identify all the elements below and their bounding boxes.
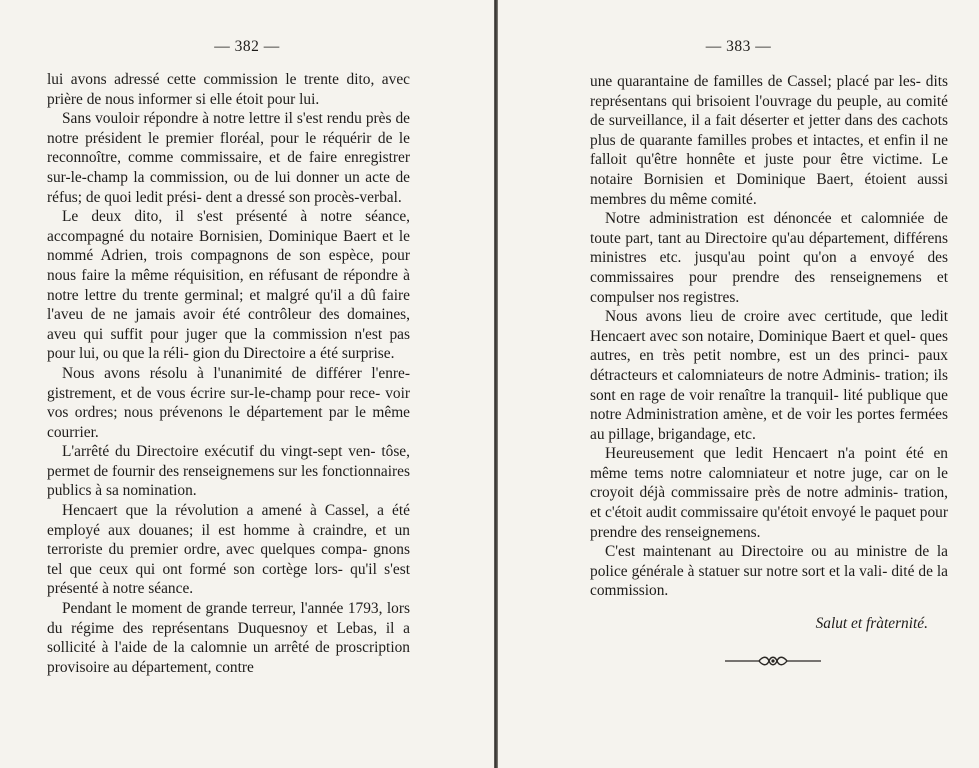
ornament-icon [725,654,821,668]
page-body [47,70,410,677]
paragraph: Nous avons résolu à l'unanimité de différer l'enre- gistrement, et de vous écrire sur-le-champ pour rece- voir vos ordres; nous prévenons le département par le même courrier. [47,364,410,441]
closing-salutation: Salut et fràternité. [815,615,928,633]
paragraph: Nous avons lieu de croire avec certitude, que ledit Hencaert avec son notaire, Dominique Baert et quel- ques autres, en très petit nombre, est un des princi- paux détracteurs et calomniateurs de notre Adminis- tration; ils sont en rage de voir renaître la tranquil- lité publique que notre Administration amène, et de voir les portes fermées au pillage, brigandage, etc. [590,308,948,443]
paragraph: Heureusement que ledit Hencaert n'a point été en même tems notre calomniateur et notre juge, car on le croyoit déjà commissaire près de notre adminis- tration, et c'étoit audit commissaire qu'étoit envoyé le paquet pour prendre des renseignemens. [590,445,948,541]
right-page [498,0,979,768]
paragraph: Notre administration est dénoncée et calomniée de toute part, tant au Directoire qu'au département, différens ministres etc. jusqu'au point qu'on a envoyé des commissaires pour prendre des renseignemens et compulser nos registres. [590,210,948,306]
paragraph: Sans vouloir répondre à notre lettre il s'est rendu près de notre président le premier floréal, pour le réquérir de le reconnoître, comme commissaire, et de faire enregistrer sur-le-champ la commission, ou de lui donner un acte de réfus; de quoi ledit prési- dent a dressé son procès-verbal. [47,110,410,206]
page-number: — 383 — [705,38,772,55]
page-body [590,72,948,634]
page-number: — 382 — [214,38,280,55]
paragraph: C'est maintenant au Directoire ou au ministre de la police générale à statuer sur notre sort et la vali- dité de la commission. [590,543,948,600]
paragraph: Le deux dito, il s'est présenté à notre séance, accompagné du notaire Bornisien, Dominique Baert et le nommé Adrien, trois compagnons de son espèce, pour nous faire la même réquisition, en réfusant de répondre à notre lettre du trente germinal; et malgré qu'il a dû faire l'aveu de ne jamais avoir été contrôleur des domaines, aveu qui suffit pour juger que la commission n'est pas pour lui, ou que la réli- gion du Directoire a été surprise. [47,208,410,363]
paragraph: L'arrêté du Directoire exécutif du vingt-sept ven- tôse, permet de fournir des renseignemens sur les fonctionnaires publics à sa nomination. [47,443,410,500]
paragraph: lui avons adressé cette commission le trente dito, avec prière de nous informer si elle étoit pour lui. [47,71,410,108]
paragraph: Hencaert que la révolution a amené à Cassel, a été employé aux douanes; il est homme à craindre, et un terroriste du premier ordre, avec quelques compa- gnons tel que ceux qui ont formé son cortège lors- qu'il s'est présenté à notre séance. [47,502,410,598]
paragraph: Pendant le moment de grande terreur, l'année 1793, lors du régime des représentans Duquesnoy et Lebas, il a sollicité à l'aide de la calomnie un arrêté de proscription provisoire au département, contre [47,600,410,676]
paragraph: une quarantaine de familles de Cassel; placé par les- dits représentans qui brisoient l'ouvrage du peuple, au comité de surveillance, il a fait déserter et jetter dans des cachots plus de quarante familles probes et intactes, et enfin il ne falloit qu'être honnête et juste pour être victime. Le notaire Bornisien et Dominique Baert, étoient aussi membres du même comité. [590,73,948,208]
